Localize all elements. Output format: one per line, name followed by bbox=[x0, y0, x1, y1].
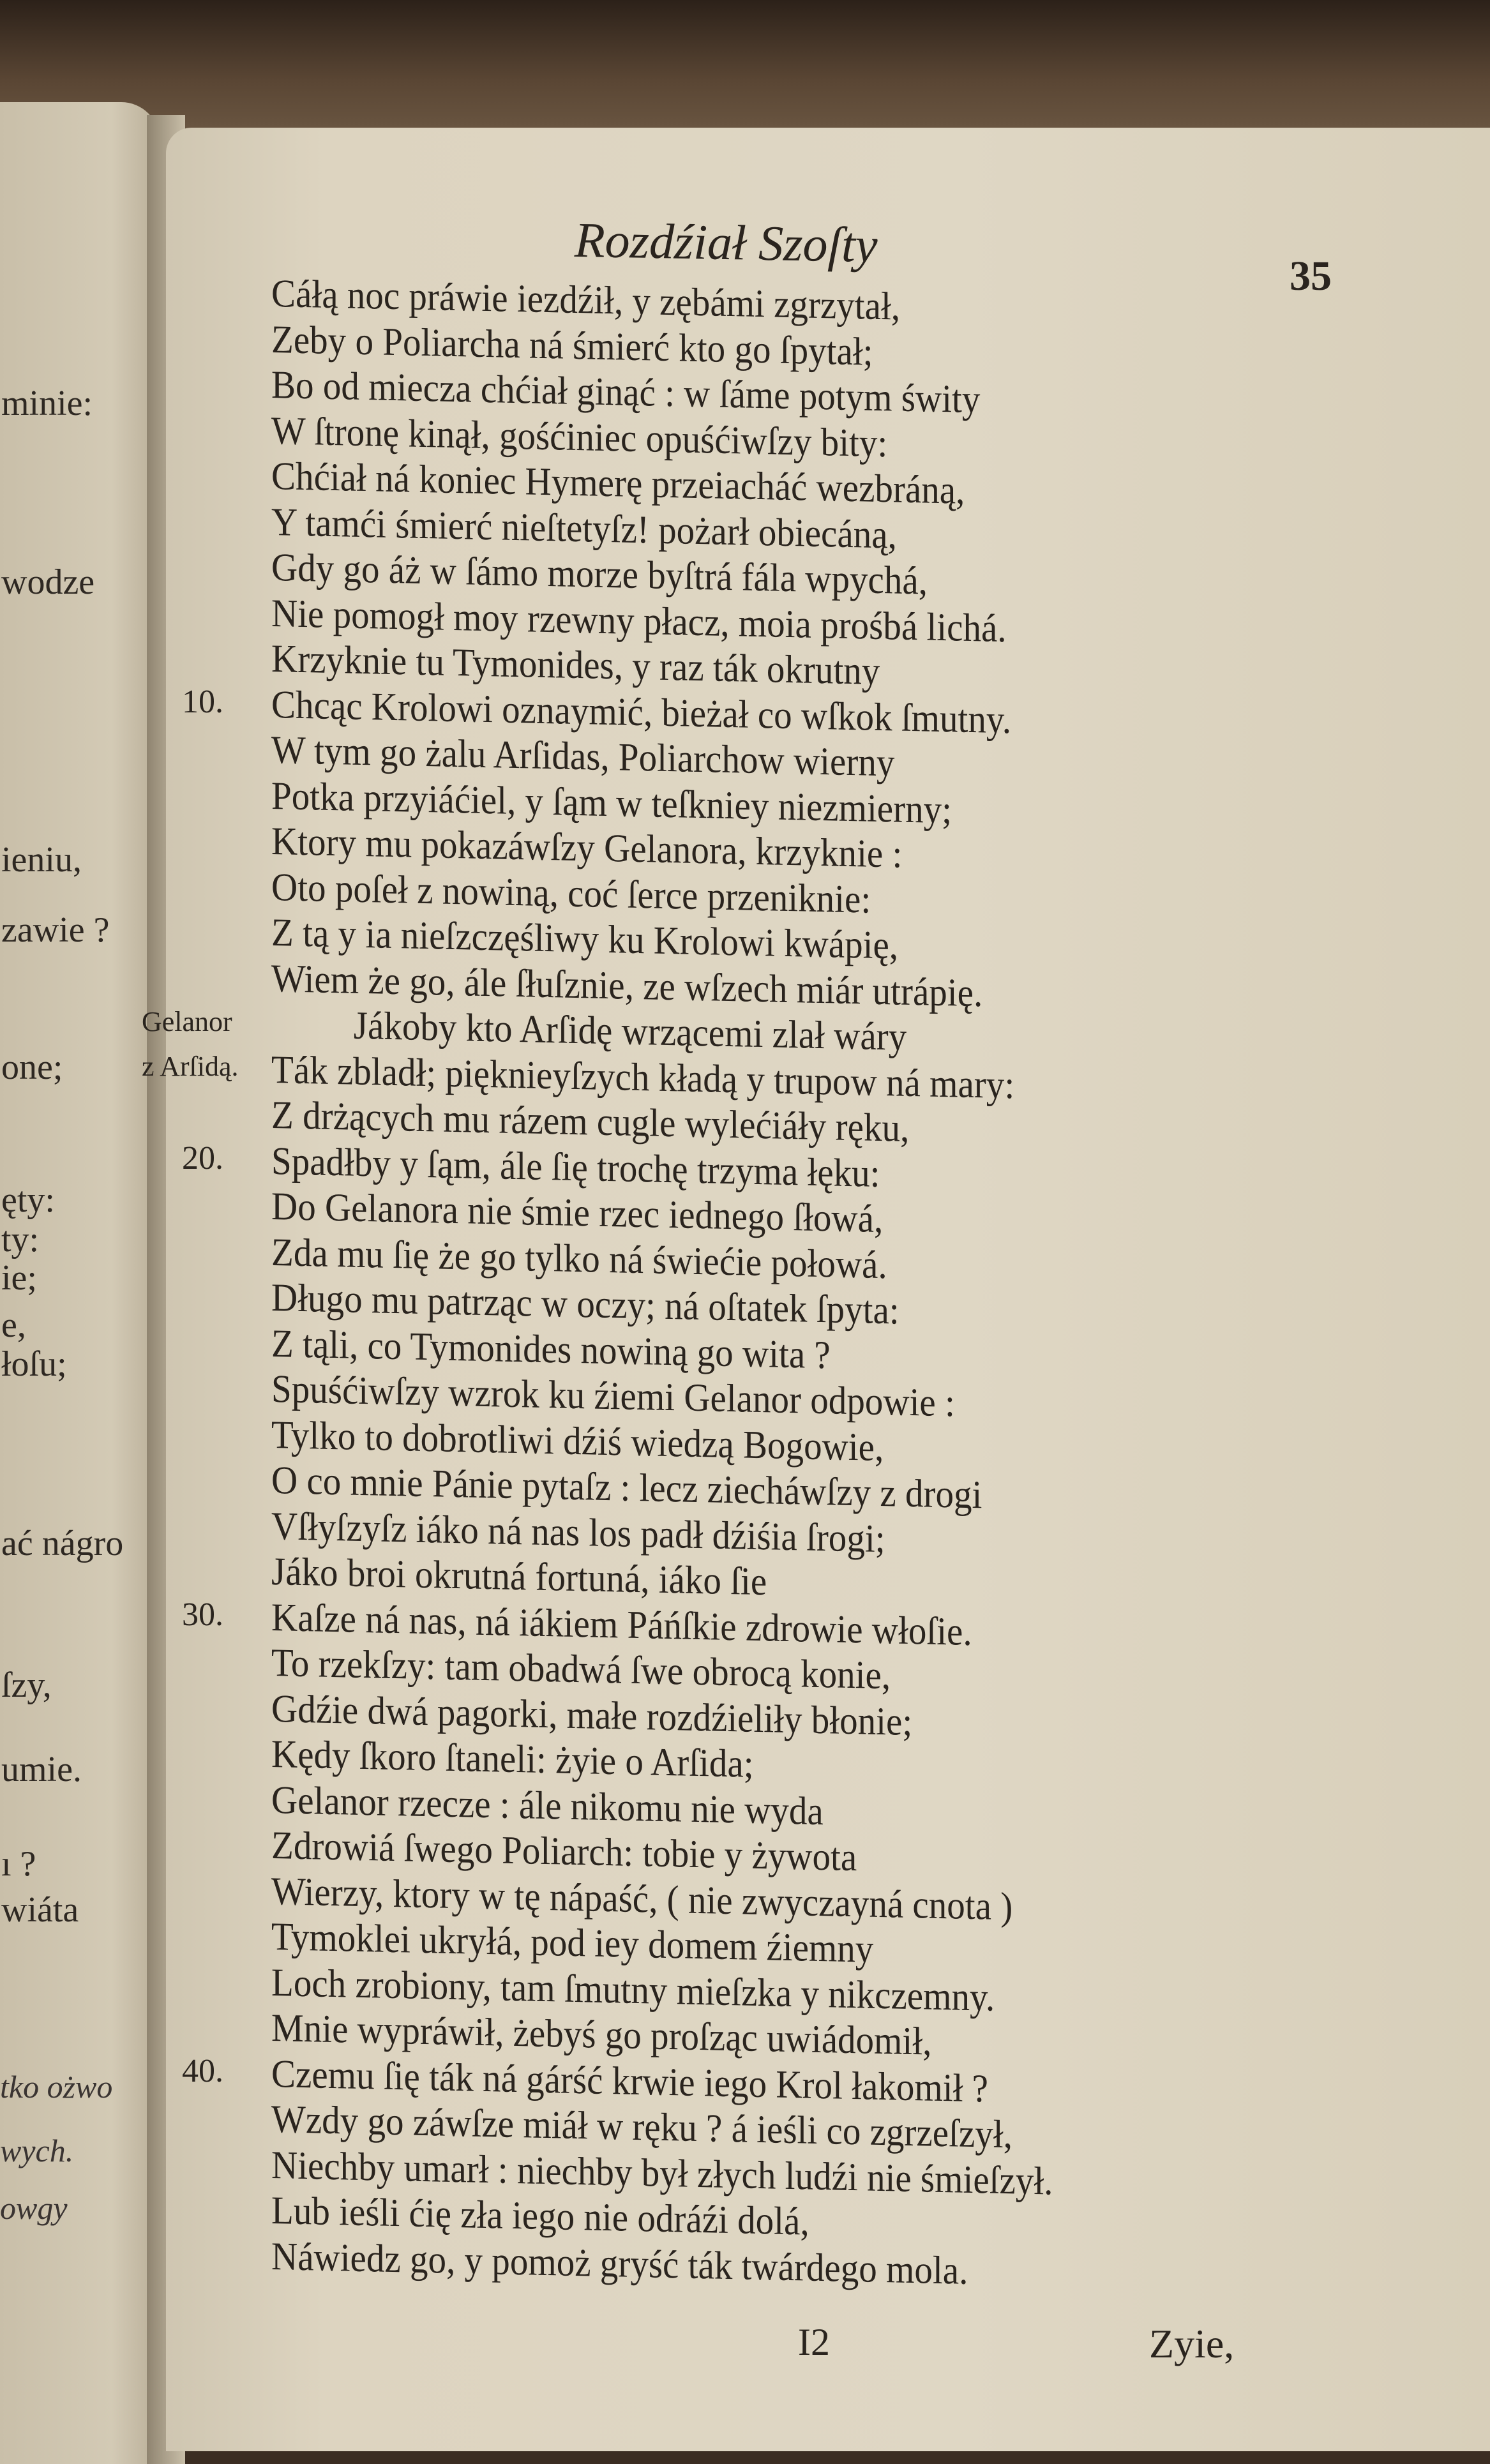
verse-line: Jákoby kto Arſidę wrzącemi zlał wáry bbox=[353, 1003, 907, 1059]
verse-line: O co mnie Pánie pytaſz : lecz ziecháwſzy z drogi bbox=[271, 1459, 982, 1517]
verse-line: Spuśćiwſzy wzrok ku źiemi Gelanor odpowie : bbox=[271, 1367, 955, 1425]
verse-line: Ktory mu pokazáwſzy Gelanora, krzyknie : bbox=[271, 820, 903, 876]
verse-line: Tylko to dobrotliwi dźiś wiedzą Bogowie, bbox=[271, 1413, 884, 1469]
left-fragment: umie. bbox=[1, 1750, 82, 1789]
verse-line: Wzdy go záwſze miáł w ręku ? á ieśli co zgrzeſzył, bbox=[271, 2098, 1012, 2157]
verse-line: Mnie wypráwił, żebyś go proſząc uwiádomił, bbox=[271, 2006, 932, 2064]
book-top-edge bbox=[0, 0, 1490, 147]
verse-line: Chcąc Krolowi oznaymić, bieżał co wſkok ſmutny. bbox=[271, 682, 1011, 742]
verse-line: Bo od miecza chćiał ginąć : w ſáme potym świty bbox=[271, 363, 981, 422]
signature-mark: I2 bbox=[798, 2321, 830, 2363]
verse-line: W ſtronę kinął, gośćiniec opuśćiwſzy bity: bbox=[271, 409, 888, 465]
verse-line: W tym go żalu Arſidas, Poliarchow wierny bbox=[271, 728, 895, 785]
left-fragment: wiáta bbox=[1, 1890, 79, 1930]
verse-line: Zeby o Poliarcha ná śmierć kto go ſpytał; bbox=[271, 317, 873, 374]
left-fragment: zawie ? bbox=[1, 910, 110, 950]
verse-line: Cáłą noc práwie iezdźił, y zębámi zgrzytał, bbox=[271, 272, 901, 329]
verse-line: Zdrowiá ſwego Poliarch: tobie y żywota bbox=[271, 1824, 857, 1880]
verse-line: Długo mu patrząc w oczy; ná oſtatek ſpyta: bbox=[271, 1276, 899, 1333]
verse-line: Kędy ſkoro ſtaneli: żyie o Arſida; bbox=[271, 1732, 754, 1786]
line-number: 10. bbox=[182, 684, 223, 720]
running-title: Rozdźiał Szoſty bbox=[574, 211, 878, 273]
verse-text bbox=[271, 271, 1121, 2297]
verse-line: Potka przyiáćiel, y ſąm w teſkniey niezmierny; bbox=[271, 774, 952, 832]
verse-line: Jáko broi okrutná fortuná, iáko ſie bbox=[271, 1550, 767, 1604]
verse-line: Loch zrobiony, tam ſmutny mieſzka y nikczemny. bbox=[271, 1960, 995, 2020]
left-fragment: one; bbox=[1, 1048, 63, 1087]
verse-line: To rzekſzy: tam obadwá ſwe obrocą konie, bbox=[271, 1641, 891, 1698]
verse-line: Oto poſeł z nowiną, coć ſerce przeniknie: bbox=[271, 865, 871, 922]
verse-line: Chćiał ná koniec Hymerę przeiacháć wezbráną, bbox=[271, 454, 965, 513]
left-fragment: ać nágro bbox=[1, 1524, 124, 1563]
verse-line: Y tamći śmierć nieſtetyſz! pożarł obiecáną, bbox=[271, 500, 897, 557]
verse-line: Zda mu ſię że go tylko ná świećie połowá. bbox=[271, 1230, 887, 1287]
side-note: Gelanor bbox=[142, 1006, 232, 1037]
verse-line: Z drżących mu rázem cugle wylećiáły ręku, bbox=[271, 1093, 910, 1150]
left-fragment: ı ? bbox=[1, 1844, 36, 1884]
line-number: 40. bbox=[182, 2053, 223, 2089]
left-fragment: ſzy, bbox=[1, 1665, 52, 1705]
left-handwriting: tko ożwo bbox=[0, 2069, 113, 2105]
left-fragment: minie: bbox=[1, 384, 93, 423]
verse-line: Kaſze ná nas, ná iákiem Páńſkie zdrowie włoſie. bbox=[271, 1595, 972, 1654]
left-fragment: e, bbox=[1, 1305, 26, 1345]
verse-line: Czemu ſię ták ná gárść krwie iego Krol łakomił ? bbox=[271, 2052, 989, 2111]
verse-line: Wierzy, ktory w tę nápaść, ( nie zwyczayná cnota ) bbox=[271, 1869, 1013, 1928]
left-fragment: ieniu, bbox=[1, 840, 82, 880]
left-fragment: wodze bbox=[1, 562, 95, 602]
verse-line: Do Gelanora nie śmie rzec iednego ſłowá, bbox=[271, 1185, 884, 1242]
verse-line: Tymoklei ukryłá, pod iey domem źiemny bbox=[271, 1915, 874, 1971]
line-number: 20. bbox=[182, 1140, 223, 1176]
verse-line: Nie pomogł moy rzewny płacz, moia prośbá lichá. bbox=[271, 591, 1007, 650]
left-fragment: ęty: bbox=[1, 1180, 55, 1220]
verse-line: Gelanor rzecze : ále nikomu nie wyda bbox=[271, 1778, 824, 1833]
left-fragment: łoſu; bbox=[1, 1344, 67, 1384]
verse-line: Z tą y ia nieſzczęśliwy ku Krolowi kwápię, bbox=[271, 911, 899, 968]
verse-line: Náwiedz go, y pomoż gryść ták twárdego mola. bbox=[271, 2234, 968, 2293]
verse-line: Gdy go áż w ſámo morze byſtrá fála wpychá, bbox=[271, 546, 928, 603]
left-fragment: ie; bbox=[1, 1258, 37, 1298]
catchword: Zyie, bbox=[1149, 2321, 1235, 2366]
verse-line: Vſłyſzyſz iáko ná nas los padł dźiśia ſrogi; bbox=[271, 1504, 885, 1561]
verse-line: Gdźie dwá pagorki, małe rozdźieliły błonie; bbox=[271, 1686, 913, 1744]
left-fragment: ty: bbox=[1, 1220, 40, 1259]
page-number: 35 bbox=[1290, 253, 1332, 299]
verse-line: Niechby umarł : niechby był złych ludźi nie śmieſzył. bbox=[271, 2143, 1053, 2204]
left-page bbox=[0, 102, 160, 2464]
left-handwriting: wych. bbox=[0, 2133, 74, 2168]
verse-line: Ták zbladł; pięknieyſzych kładą y trupow ná mary: bbox=[271, 1048, 1015, 1107]
line-number: 30. bbox=[182, 1596, 223, 1633]
verse-line: Krzyknie tu Tymonides, y raz ták okrutny bbox=[271, 637, 880, 693]
verse-line: Wiem że go, ále ſłuſznie, ze wſzech miár utrápię. bbox=[271, 956, 983, 1015]
side-note: z Arſidą. bbox=[142, 1051, 239, 1082]
verse-line: Spadłby y ſąm, ále ſię trochę trzyma łęku: bbox=[271, 1139, 880, 1196]
left-handwriting: owgy bbox=[0, 2190, 68, 2226]
verse-line: Lub ieśli ćię zła iego nie odráźi dolá, bbox=[271, 2189, 809, 2244]
verse-line: Z tąli, co Tymonides nowiną go wita ? bbox=[271, 1321, 831, 1377]
